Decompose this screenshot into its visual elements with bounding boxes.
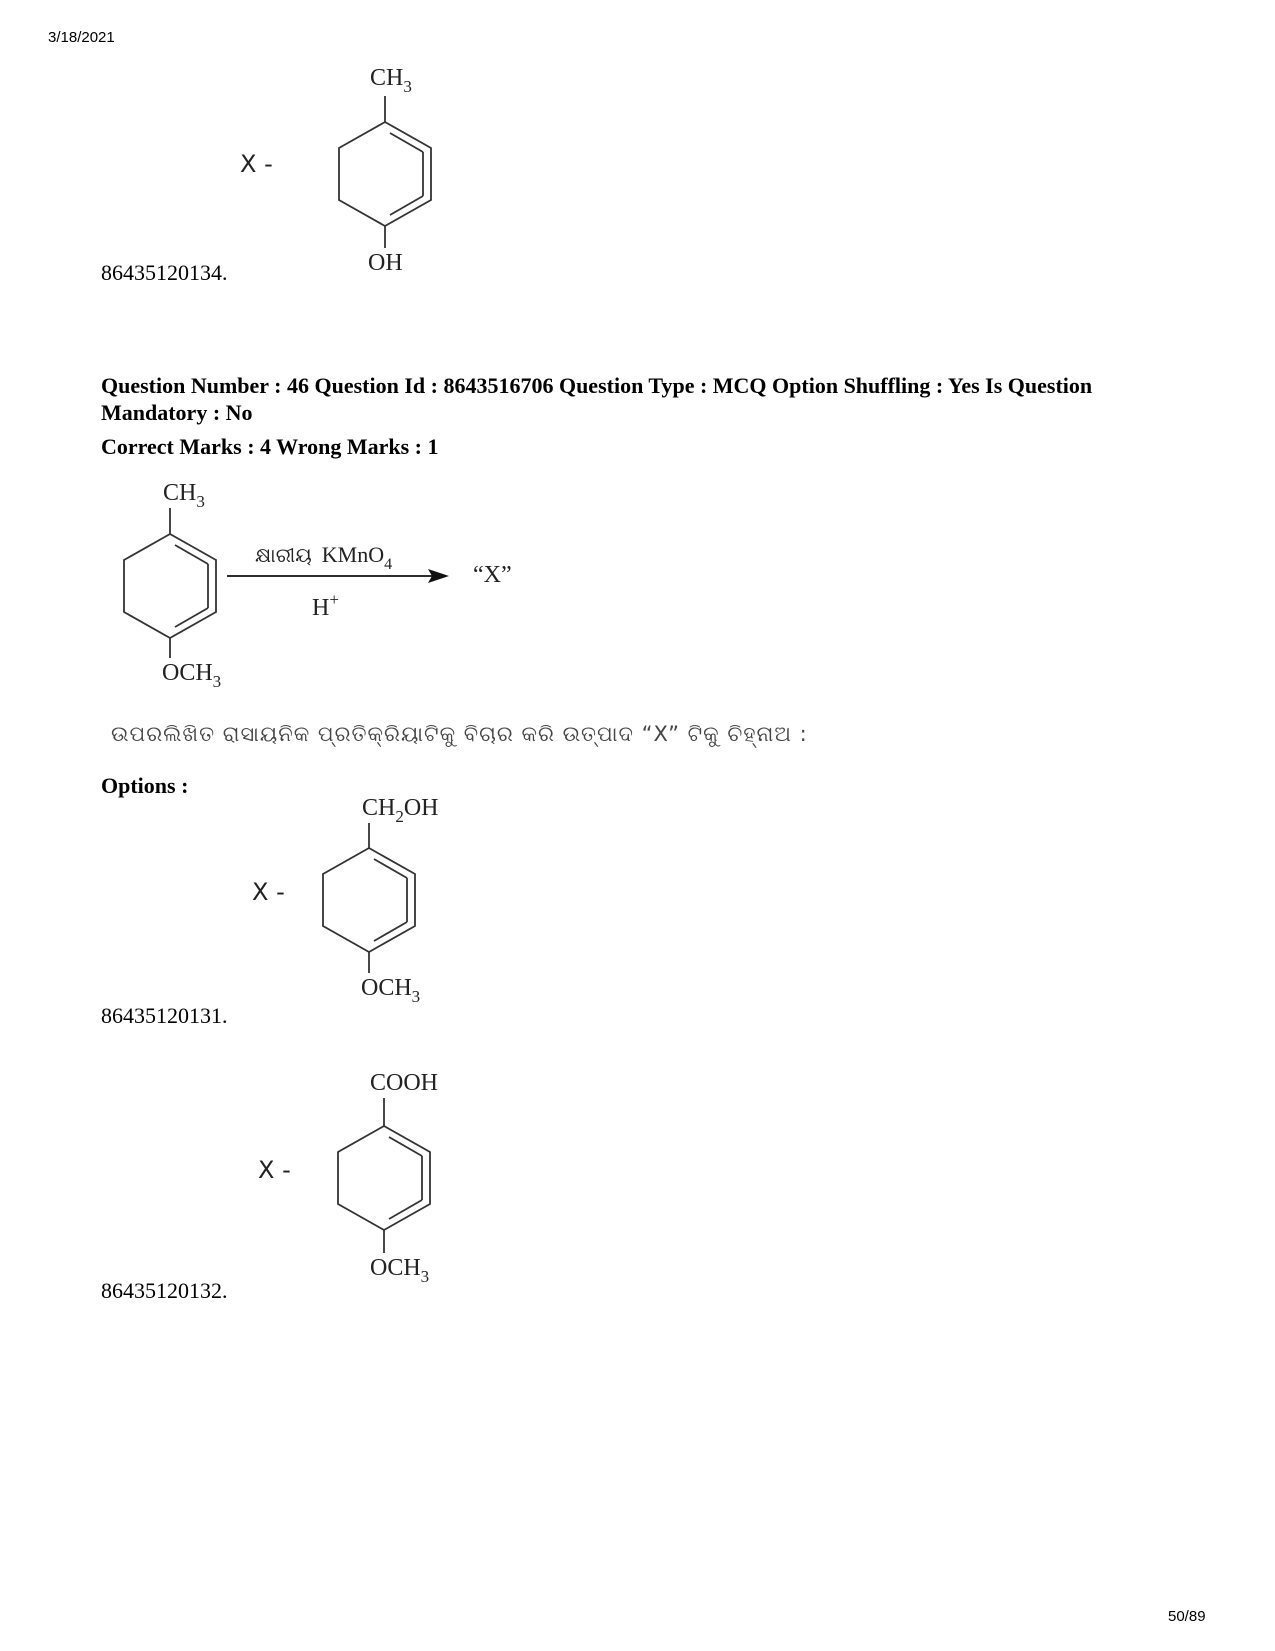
condition: H: [312, 595, 330, 621]
option-id-86435120134: 86435120134.: [101, 260, 228, 285]
svg-text:CH2OH: [362, 795, 439, 826]
question-marks: Correct Marks : 4 Wrong Marks : 1: [101, 434, 439, 459]
question-text-odia: ଉପରଲିଖିତ ରାସାୟନିକ ପ୍ରତିକ୍ରିୟାଟିକୁ ବିଚାର କରି ଉତ୍ପାଦ “X” ଟିକୁ ଚିହ୍ନାଅ :: [111, 722, 808, 746]
option-1-top-a: CH: [362, 795, 396, 821]
svg-text:H+: [312, 590, 339, 621]
svg-text:CH3: [163, 480, 205, 511]
reaction-scheme: [115, 470, 555, 702]
option-x-label: X -: [252, 878, 285, 906]
svg-text:OCH3: [361, 975, 420, 1006]
svg-text:OCH3: [162, 660, 221, 691]
option-x-label: X -: [240, 150, 273, 178]
svg-text:କ୍ଷାରୀୟKMnO4: [255, 542, 392, 573]
start-bottom-group: OCH: [162, 660, 213, 686]
reagent-odia: କ୍ଷାରୀୟ: [255, 543, 312, 567]
reagent-sub: 4: [384, 556, 393, 573]
option-2-bottom: OCH: [370, 1255, 421, 1281]
reaction-arrow: [227, 569, 449, 583]
structure-option-1: [240, 785, 480, 1015]
option-1-bottom-sub: 3: [411, 987, 421, 1006]
condition-sup: +: [329, 590, 339, 609]
reagent-formula: KMnO: [321, 542, 385, 567]
option-2-bottom-sub: 3: [420, 1267, 430, 1286]
svg-text:CH3: [370, 65, 412, 96]
benzene-ring: [338, 1098, 430, 1253]
question-meta: Question Number : 46 Question Id : 8643516706 Question Type : MCQ Option Shuffling : Yes Is Question Mandatory : No: [101, 373, 1093, 425]
option-1-top-sub: 2: [395, 807, 404, 826]
substituent-top: CH: [370, 65, 404, 91]
option-x-label: X -: [258, 1156, 291, 1184]
start-bottom-sub: 3: [212, 672, 222, 691]
option-1-bottom: OCH: [361, 975, 412, 1001]
benzene-ring: [323, 823, 415, 973]
structure-option-2: [240, 1060, 480, 1295]
start-benzene-ring: [124, 508, 216, 658]
option-id-86435120132[interactable]: 86435120132.: [101, 1278, 228, 1303]
start-top-sub: 3: [196, 492, 205, 511]
svg-text:OCH3: [370, 1255, 429, 1286]
start-top-group: CH: [163, 480, 197, 506]
options-header: Options :: [101, 773, 189, 798]
page-number: 50/89: [1168, 1608, 1206, 1625]
option-id-86435120131[interactable]: 86435120131.: [101, 1003, 228, 1028]
print-date: 3/18/2021: [48, 29, 115, 46]
option-2-top: COOH: [370, 1070, 439, 1096]
substituent-top-sub: 3: [403, 77, 412, 96]
substituent-bottom: OH: [368, 250, 403, 276]
benzene-ring: [339, 96, 431, 248]
option-1-top-b: OH: [403, 795, 439, 821]
product-x: “X”: [473, 562, 512, 588]
structure-p-cresol: [230, 55, 450, 280]
